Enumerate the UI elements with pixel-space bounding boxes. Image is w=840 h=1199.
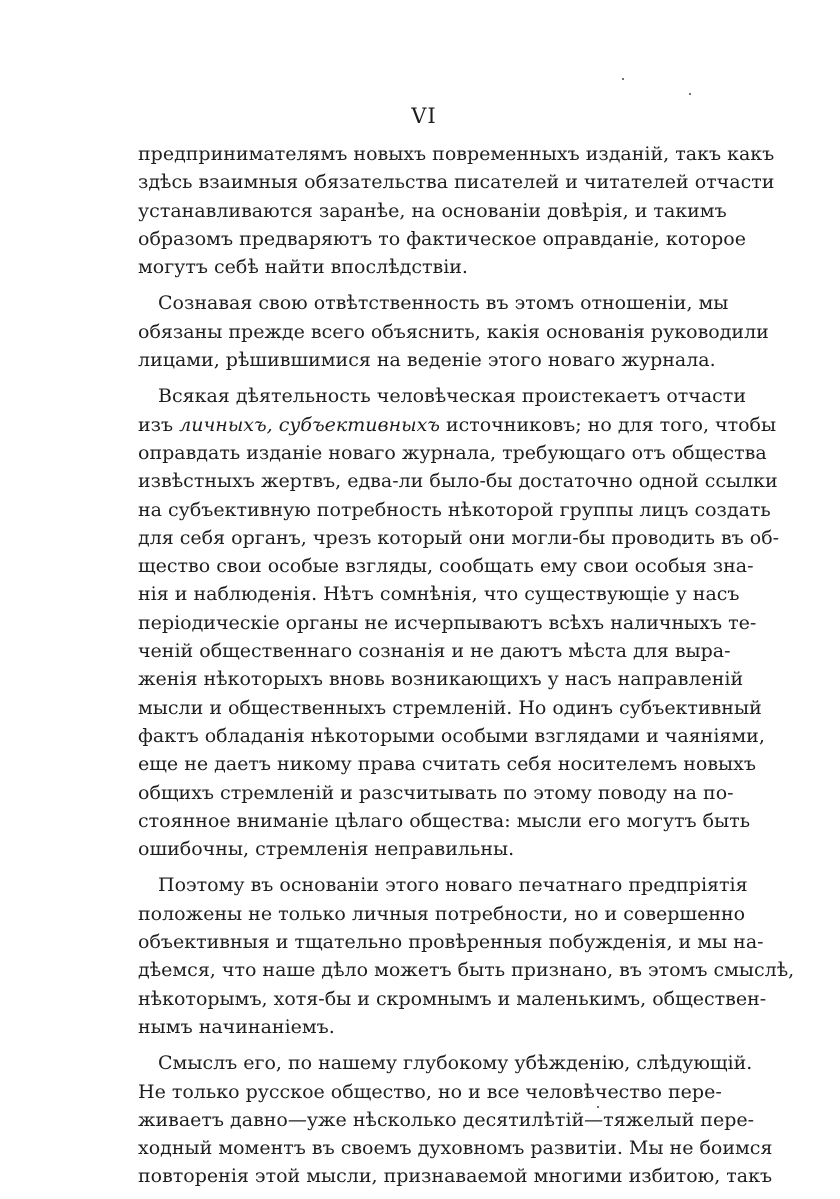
paragraph-3 [138,382,780,863]
page-number: VI [411,104,437,128]
paragraph-4 [138,871,795,1041]
text-line [138,411,777,439]
text-fragment: изъ [138,413,180,436]
paragraph-5 [138,1049,773,1190]
text-line: для себя органъ, чрезъ который они могли-бы проводить въ об- [138,526,780,549]
text-line: щество свои особые взгляды, сообщать ему свои особыя зна- [138,555,754,578]
text-line: оправдать изданіе новаго журнала, требующаго отъ общества [138,441,767,464]
text-line: нымъ начинаніемъ. [138,1015,335,1038]
text-line: живаетъ давно—уже нѣсколько десятилѣтій—тяжелый пере- [138,1108,755,1131]
text-line: дѣемся, что наше дѣло можетъ быть признано, въ этомъ смыслѣ, [138,959,795,982]
text-line: могутъ себѣ найти впослѣдствіи. [138,256,468,279]
text-line: на субъективную потребность нѣкоторой группы лицъ создать [138,498,771,521]
body-text [138,140,795,1199]
text-line: Смыслъ его, по нашему глубокому убѣжденію, слѣдующій. [158,1052,753,1075]
text-line: предпринимателямъ новыхъ повременныхъ изданій, такъ какъ [138,143,775,165]
text-line: лицами, рѣшившимися на веденіе этого новаго журнала. [138,349,716,372]
scan-speck [622,78,624,80]
text-line: общихъ стремленій и разсчитывать по этому поводу на по- [138,781,734,804]
text-line: Поэтому въ основаніи этого новаго печатнаго предпріятія [158,874,748,897]
text-line: ходный моментъ въ своемъ духовномъ развитіи. Мы не боимся [138,1137,773,1160]
text-line: нія и наблюденія. Нѣтъ сомнѣнія, что существующіе у насъ [138,583,740,606]
text-line: ченій общественнаго сознанія и не даютъ мѣста для выра- [138,640,731,663]
text-line: Всякая дѣятельность человѣческая проистекаетъ отчасти [158,385,746,408]
text-line: нѣкоторымъ, хотя-бы и скромнымъ и маленькимъ, обществен- [138,987,767,1010]
text-line: мысли и общественныхъ стремленій. Но одинъ субъективный [138,696,762,719]
text-line: положены не только личныя потребности, но и совершенно [138,902,746,925]
paragraph-1 [138,140,775,281]
paragraph-2 [138,289,769,374]
text-line: періодическіе органы не исчерпываютъ всѣхъ наличныхъ те- [138,611,757,634]
scan-speck [597,1106,599,1108]
text-line: обязаны прежде всего объяснить, какія основанія руководили [138,320,769,343]
text-line: повторенія этой мысли, признаваемой многими избитою, такъ [138,1165,773,1188]
text-line: устанавливаются заранѣе, на основаніи довѣрія, и такимъ [138,199,727,222]
text-line: извѣстныхъ жертвъ, едва-ли было-бы достаточно одной ссылки [138,470,778,493]
text-line: здѣсь взаимныя обязательства писателей и читателей отчасти [138,171,775,194]
text-line: образомъ предваряютъ то фактическое оправданіе, которое [138,227,746,250]
text-line: женія нѣкоторыхъ вновь возникающихъ у насъ направленій [138,668,744,691]
text-line: еще не даетъ никому права считать себя носителемъ новыхъ [138,753,756,776]
text-line: объективныя и тщательно провѣренныя побужденія, и мы на- [138,931,764,954]
text-line: Не только русское общество, но и все человѣчество пере- [138,1080,722,1103]
text-line: ошибочны, стремленія неправильны. [138,838,515,861]
scan-speck [689,93,691,95]
text-fragment: источниковъ; но для того, чтобы [439,413,777,436]
italic-phrase: личныхъ, субъективныхъ [179,413,440,436]
text-line: стоянное вниманіе цѣлаго общества: мысли его могутъ быть [138,809,751,832]
text-line: фактъ обладанія нѣкоторыми особыми взглядами и чаяніями, [138,724,765,747]
text-line: Сознавая свою отвѣтственность въ этомъ отношеніи, мы [158,292,729,315]
